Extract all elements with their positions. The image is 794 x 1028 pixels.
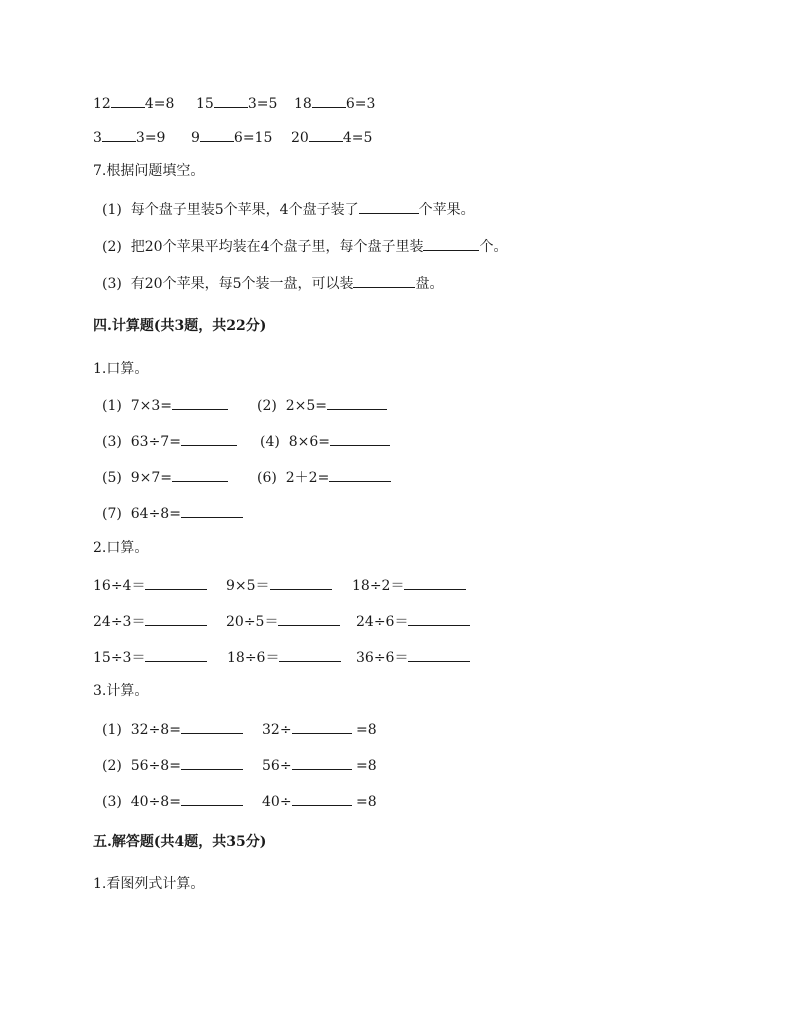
answer-blank[interactable] xyxy=(181,755,243,770)
oral-calc-item: (1) 7×3= xyxy=(102,395,228,416)
answer-blank[interactable] xyxy=(278,611,340,626)
answer-blank[interactable] xyxy=(214,93,248,108)
section-4-q3-title: 3.计算。 xyxy=(93,683,149,699)
oral-calc-item: (4) 8×6= xyxy=(260,431,390,452)
section-5-q1-title: 1.看图列式计算。 xyxy=(93,876,205,892)
fill-item: 20 4=5 xyxy=(291,127,372,148)
answer-blank[interactable] xyxy=(327,395,387,410)
oral-calc-item: 24÷3＝ xyxy=(93,611,207,632)
section-4-q1-title: 1.口算。 xyxy=(93,361,149,377)
oral-calc-item: 16÷4＝ xyxy=(93,575,207,596)
answer-blank[interactable] xyxy=(309,127,343,142)
answer-blank[interactable] xyxy=(145,575,207,590)
answer-blank[interactable] xyxy=(181,791,243,806)
fill-item: 3 3=9 xyxy=(93,127,165,148)
q7-item-1: (1) 每个盘子里装5个苹果，4个盘子装了 个苹果。 xyxy=(102,199,475,220)
oral-calc-item: (5) 9×7= xyxy=(102,467,228,488)
calc-item: 56÷ =8 xyxy=(262,755,377,776)
calc-item: 40÷ =8 xyxy=(262,791,377,812)
oral-calc-item: (7) 64÷8= xyxy=(102,503,243,524)
answer-blank[interactable] xyxy=(181,503,243,518)
answer-blank[interactable] xyxy=(279,647,341,662)
answer-blank[interactable] xyxy=(404,575,466,590)
answer-blank[interactable] xyxy=(270,575,332,590)
q7-item-2: (2) 把20个苹果平均装在4个盘子里，每个盘子里装 个。 xyxy=(102,236,507,257)
answer-blank[interactable] xyxy=(292,755,352,770)
answer-blank[interactable] xyxy=(408,647,470,662)
answer-blank[interactable] xyxy=(181,431,237,446)
calc-item: (3) 40÷8= xyxy=(102,791,243,812)
fill-item: 18 6=3 xyxy=(294,93,375,114)
oral-calc-item: 20÷5＝ xyxy=(226,611,340,632)
oral-calc-item: 24÷6＝ xyxy=(356,611,470,632)
fill-item: 9 6=15 xyxy=(191,127,272,148)
fill-item: 12 4=8 xyxy=(93,93,174,114)
section-4-heading: 四.计算题(共3题，共22分) xyxy=(93,318,267,334)
answer-blank[interactable] xyxy=(111,93,145,108)
calc-item: 32÷ =8 xyxy=(262,719,377,740)
answer-blank[interactable] xyxy=(408,611,470,626)
calc-item: (1) 32÷8= xyxy=(102,719,243,740)
answer-blank[interactable] xyxy=(145,647,207,662)
oral-calc-item: 36÷6＝ xyxy=(356,647,470,668)
q7-title: 7.根据问题填空。 xyxy=(93,163,205,179)
oral-calc-item: 18÷6＝ xyxy=(227,647,341,668)
oral-calc-item: 18÷2＝ xyxy=(352,575,466,596)
answer-blank[interactable] xyxy=(172,467,228,482)
answer-blank[interactable] xyxy=(292,719,352,734)
answer-blank[interactable] xyxy=(172,395,228,410)
oral-calc-item: 9×5＝ xyxy=(226,575,332,596)
answer-blank[interactable] xyxy=(102,127,136,142)
answer-blank[interactable] xyxy=(353,273,415,288)
answer-blank[interactable] xyxy=(312,93,346,108)
section-4-q2-title: 2.口算。 xyxy=(93,540,149,556)
oral-calc-item: (2) 2×5= xyxy=(257,395,387,416)
answer-blank[interactable] xyxy=(423,236,479,251)
calc-item: (2) 56÷8= xyxy=(102,755,243,776)
q7-item-3: (3) 有20个苹果，每5个装一盘，可以装 盘。 xyxy=(102,273,443,294)
oral-calc-item: (6) 2＋2= xyxy=(257,467,391,488)
oral-calc-item: (3) 63÷7= xyxy=(102,431,237,452)
answer-blank[interactable] xyxy=(181,719,243,734)
fill-item: 15 3=5 xyxy=(196,93,277,114)
oral-calc-item: 15÷3＝ xyxy=(93,647,207,668)
answer-blank[interactable] xyxy=(329,467,391,482)
answer-blank[interactable] xyxy=(292,791,352,806)
answer-blank[interactable] xyxy=(359,199,419,214)
answer-blank[interactable] xyxy=(200,127,234,142)
answer-blank[interactable] xyxy=(145,611,207,626)
answer-blank[interactable] xyxy=(330,431,390,446)
section-5-heading: 五.解答题(共4题，共35分) xyxy=(93,834,267,850)
